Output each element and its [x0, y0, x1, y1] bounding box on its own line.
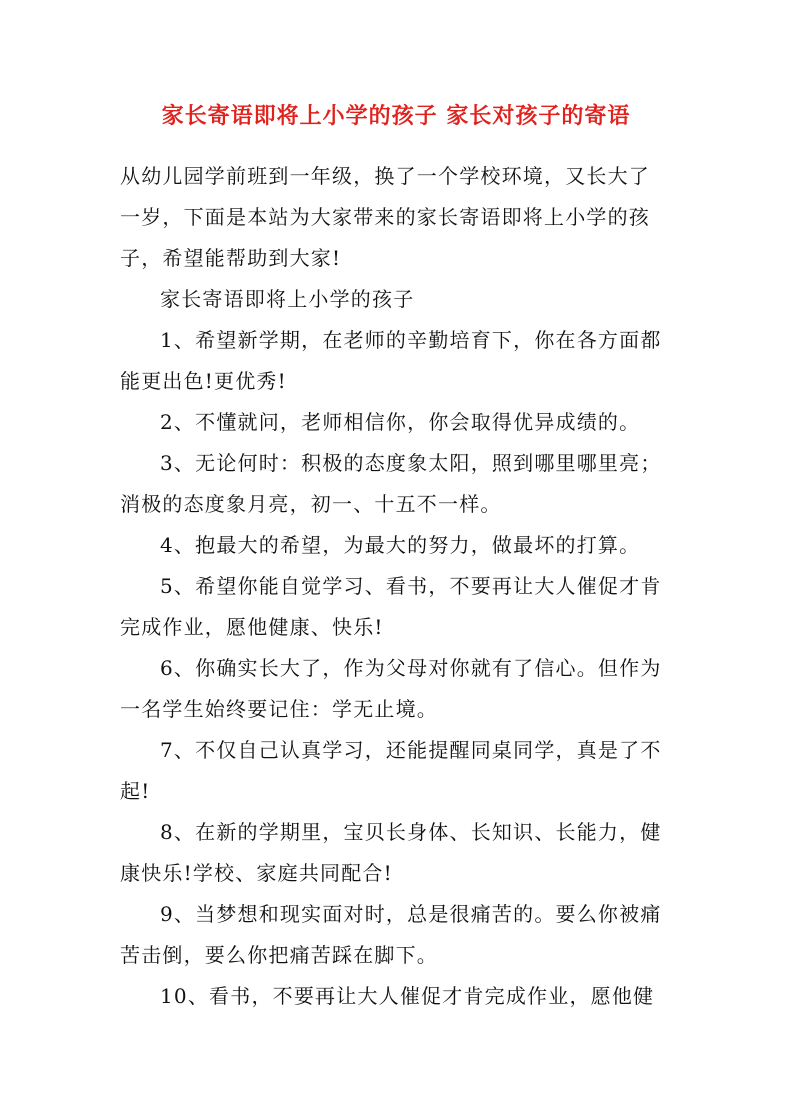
list-item: 3、无论何时：积极的态度象太阳，照到哪里哪里亮；消极的态度象月亮，初一、十五不一样。 — [120, 451, 662, 516]
list-item: 6、你确实长大了，作为父母对你就有了信心。但作为一名学生始终要记住：学无止境。 — [120, 656, 662, 721]
document-body — [120, 156, 664, 1017]
list-item: 8、在新的学期里，宝贝长身体、长知识、长能力，健康快乐!学校、家庭共同配合! — [120, 820, 662, 885]
section-heading: 家长寄语即将上小学的孩子 — [160, 287, 415, 311]
intro-paragraph: 从幼儿园学前班到一年级，换了一个学校环境，又长大了一岁，下面是本站为大家带来的家长寄语即将上小学的孩子，希望能帮助到大家! — [120, 164, 650, 270]
document-title: 家长寄语即将上小学的孩子 家长对孩子的寄语 — [161, 103, 631, 129]
list-item: 10、看书，不要再让大人催促才肯完成作业，愿他健 — [160, 984, 655, 1008]
list-item: 4、抱最大的希望，为最大的努力，做最坏的打算。 — [160, 533, 641, 557]
list-item: 1、希望新学期，在老师的辛勤培育下，你在各方面都能更出色!更优秀! — [120, 328, 662, 393]
list-item: 2、不懂就问，老师相信你，你会取得优异成绩的。 — [160, 410, 641, 434]
list-item: 7、不仅自己认真学习，还能提醒同桌同学，真是了不起! — [120, 738, 662, 803]
list-item: 9、当梦想和现实面对时，总是很痛苦的。要么你被痛苦击倒，要么你把痛苦踩在脚下。 — [120, 902, 662, 967]
list-item: 5、希望你能自觉学习、看书，不要再让大人催促才肯完成作业，愿他健康、快乐! — [120, 574, 662, 639]
